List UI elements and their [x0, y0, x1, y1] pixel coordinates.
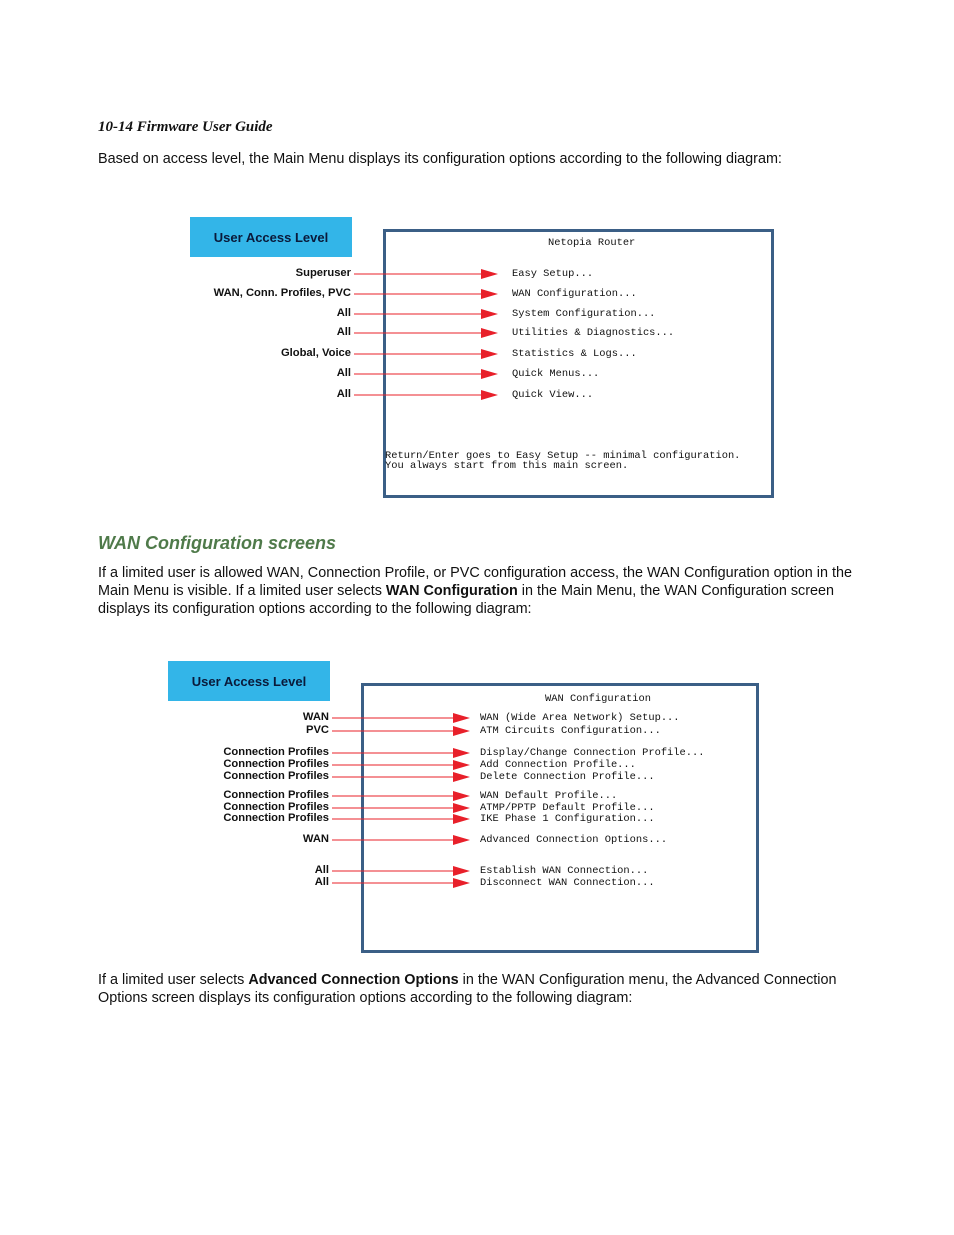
- arrow-head: [453, 748, 470, 758]
- menu-option: Utilities & Diagnostics...: [512, 327, 675, 339]
- access-level-label: Superuser: [295, 267, 351, 279]
- screen-title-2: WAN Configuration: [545, 693, 652, 705]
- arrow-head: [481, 269, 498, 279]
- arrow-head: [453, 866, 470, 876]
- access-level-label: All: [336, 326, 351, 338]
- arrow-head: [453, 814, 470, 824]
- arrow-head: [453, 803, 470, 813]
- running-head: 10-14 Firmware User Guide: [98, 119, 273, 135]
- menu-option: Quick View...: [512, 389, 594, 401]
- access-level-label: All: [336, 367, 351, 379]
- menu-option: IKE Phase 1 Configuration...: [480, 813, 655, 825]
- screen-footer-line2: You always start from this main screen.: [385, 460, 629, 472]
- arrow-head: [481, 309, 498, 319]
- access-level-label: Connection Profiles: [223, 801, 329, 813]
- access-level-label: PVC: [305, 724, 329, 736]
- arrow-head: [453, 878, 470, 888]
- arrow-head: [453, 772, 470, 782]
- menu-option: Statistics & Logs...: [512, 348, 637, 360]
- access-level-label: All: [336, 307, 351, 319]
- menu-option: Quick Menus...: [512, 368, 600, 380]
- arrow-head: [481, 390, 498, 400]
- access-level-label: Connection Profiles: [223, 789, 329, 801]
- screen-title: Netopia Router: [548, 237, 636, 249]
- para3-bold: Advanced Connection Options: [248, 972, 459, 988]
- access-level-label: Connection Profiles: [223, 758, 329, 770]
- para3-text-1: If a limited user selects: [98, 972, 249, 988]
- arrow-head: [453, 835, 470, 845]
- arrow-head: [453, 791, 470, 801]
- access-level-label: Connection Profiles: [223, 770, 329, 782]
- user-access-level-box: User Access Level: [190, 217, 352, 257]
- menu-option: Display/Change Connection Profile...: [480, 747, 705, 759]
- access-level-label: All: [314, 864, 329, 876]
- arrow-head: [481, 369, 498, 379]
- para2-text-2: in the Main Menu, the WAN Configuration screen displays its configuration options according to the following diagram:: [98, 583, 835, 617]
- arrow-head: [453, 760, 470, 770]
- menu-option: Delete Connection Profile...: [480, 771, 655, 783]
- menu-option: Add Connection Profile...: [480, 759, 636, 771]
- menu-option: Easy Setup...: [512, 268, 594, 280]
- user-access-level-box-2: User Access Level: [168, 661, 330, 701]
- menu-option: ATM Circuits Configuration...: [480, 725, 661, 737]
- para2-bold: WAN Configuration: [385, 583, 518, 599]
- para3-text-2: in the WAN Configuration menu, the Advanced Connection Options screen displays its configuration options according to the following diagram:: [98, 972, 837, 1006]
- screen-footer-line1: Return/Enter goes to Easy Setup -- minimal configuration.: [385, 450, 741, 462]
- arrow-head: [481, 328, 498, 338]
- access-level-label: Global, Voice: [280, 347, 351, 359]
- arrow-head: [481, 289, 498, 299]
- section-title: WAN Configuration screens: [98, 533, 337, 553]
- access-level-label: WAN: [302, 711, 329, 723]
- access-level-label: All: [336, 388, 351, 400]
- menu-option: Advanced Connection Options...: [480, 834, 668, 846]
- access-level-label: All: [314, 876, 329, 888]
- menu-option: ATMP/PPTP Default Profile...: [480, 802, 655, 814]
- access-level-label: Connection Profiles: [223, 812, 329, 824]
- arrow-head: [481, 349, 498, 359]
- arrow-head: [453, 713, 470, 723]
- arrow-head: [453, 726, 470, 736]
- menu-option: WAN Default Profile...: [480, 790, 618, 802]
- menu-option: System Configuration...: [512, 308, 656, 320]
- menu-option: Disconnect WAN Connection...: [480, 877, 655, 889]
- para2-text-1: If a limited user is allowed WAN, Connection Profile, or PVC configuration access, the WAN Configuration option in the Main Menu is visible. If a limited user selects: [98, 565, 852, 599]
- access-level-label: WAN: [302, 833, 329, 845]
- access-level-label: WAN, Conn. Profiles, PVC: [213, 287, 351, 299]
- menu-option: WAN (Wide Area Network) Setup...: [480, 712, 680, 724]
- access-level-label: Connection Profiles: [223, 746, 329, 758]
- intro-paragraph: Based on access level, the Main Menu displays its configuration options according to the following diagram:: [98, 151, 782, 167]
- menu-option: WAN Configuration...: [512, 288, 637, 300]
- menu-option: Establish WAN Connection...: [480, 865, 649, 877]
